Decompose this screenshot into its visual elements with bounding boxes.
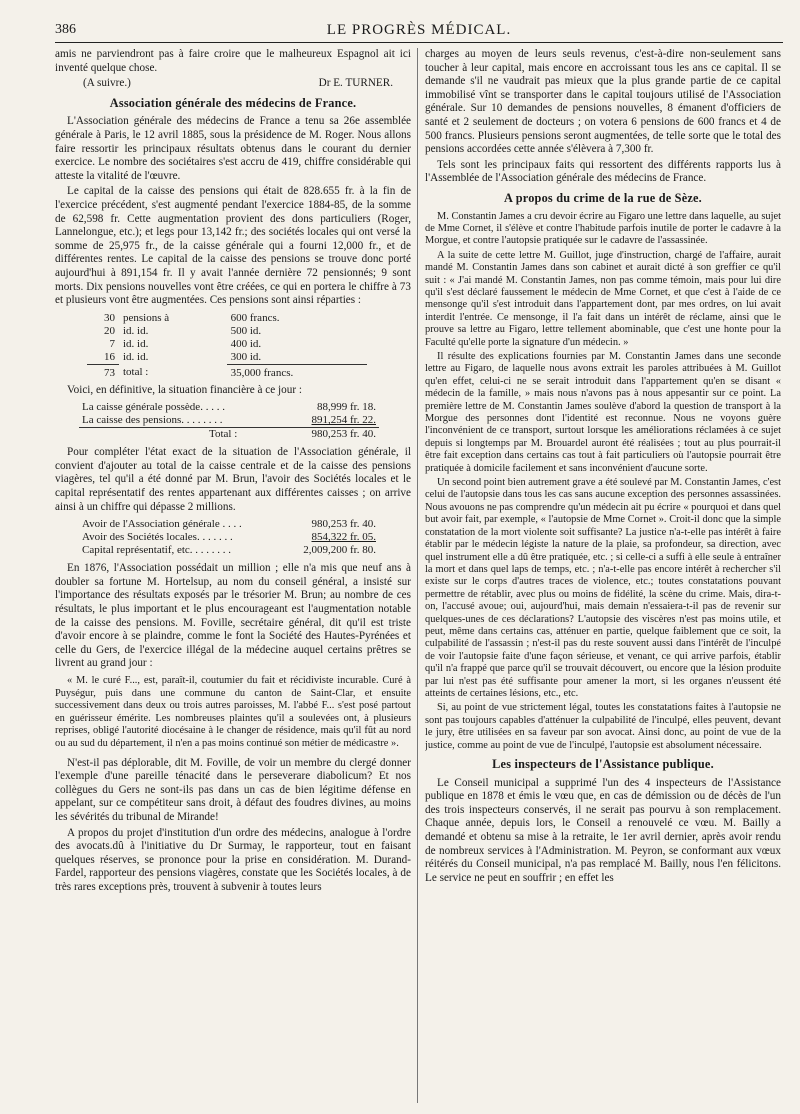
page-number: 386 bbox=[55, 22, 76, 37]
table-total-row: 73 total : 35,000 francs. bbox=[87, 364, 367, 380]
to-be-continued: (A suivre.) bbox=[83, 77, 131, 90]
capital-table bbox=[79, 518, 379, 557]
paragraph: A la suite de cette lettre M. Guillot, juge d'instruction, chargé de l'affaire, aurait mandé M. Constantin James dans son cabinet et aurait dicté à son greffier ce qu'il suit : « J'ai mandé M. Constantin James, non pas comme témoin, mais pour lui dire qu'il s'est déclaré faussement le médecin de Mme Cornet, et que c'est à l'aide de ce mensonge qu'il s'est introduit dans l'appartement dont, par mes ordres, on lui avait interdit l'entrée. Ce mensonge, il l'a fait dans un intérêt de réclame, ainsi que le prouve sa lettre au Figaro, lettre tellement abominable, que c'est une honte pour la Faculté qu'elle porte la signature d'un médecin. » bbox=[425, 249, 781, 348]
paragraph: N'est-il pas déplorable, dit M. Foville, de voir un membre du clergé donner l'exemple d'une pareille ténacité dans le perseverare diabolicum? Et nos collègues du Gers ne sont-ils pas dans un cas de bien légitime défense en appelant, sur ce compétiteur sans droit, à défaut des foudres divines, au moins les sévérités du tribunal de Mirande! bbox=[55, 756, 411, 823]
table-row: Avoir des Sociétés locales. . . . . . . 854,322 fr. 05. bbox=[82, 531, 376, 544]
paragraph: L'Association générale des médecins de France a tenu sa 26e assemblée générale à Paris, le 12 avril 1885, sous la présidence de M. Roger. Nous allons faire ressortir les principaux résultats obtenus dans le courant du dernier exercice. Le nombre des sociétaires s'est accru de 419, chiffre considérable qui atteste la vitalité de l'œuvre. bbox=[55, 115, 411, 182]
article-signature bbox=[55, 77, 411, 91]
page-header bbox=[55, 22, 783, 43]
quote-text: « M. le curé F..., est, paraît-il, coutumier du fait et récidiviste incurable. Curé à Puységur, puis dans une commune du canton de Saint-Clar, et ensuite successivement dans deux ou trois autres paroisses, M. l'abbé F... s'est posé partout en guérisseur émérite. Les nombreuses plaintes qu'il a soulevées ont, à plusieurs reprises, obligé l'autorité diocésaine à le changer de résidence, mais qu'il fût au nord ou au sud du département, il n'en a pas moins continué son métier de médicastre ». bbox=[55, 675, 411, 749]
block-quote bbox=[55, 675, 411, 751]
paragraph: A propos du projet d'institution d'un ordre des médecins, analogue à l'ordre des avocats.dû à l'initiative du Dr Surmay, le rapporteur, tout en faisant quelques réserves, se prononce pour la prise en considération. M. Durand-Fardel, rapporteur des pensions viagères, constate que les Sociétés locales, à de très rares exceptions près, trouvent à subvenir à toutes leurs bbox=[55, 826, 411, 893]
paragraph: Il résulte des explications fournies par M. Constantin James dans une seconde lettre au Figaro, de laquelle nous avons extrait les paroles attribuées à M. Guillot qu'en effet, celui-ci ne se serait introduit dans l'appartement qu'en se disant « médecin de la famille, » mais nous n'avons pas à nous appesantir sur ce point. La première lettre de M. Constantin James soulève d'abord la question de transport à la Morgue des personnes dont l'identité est reconnue. Nous ne voyons guère l'inconvénient de ce transport, surtout lorsque les améliorations réclamées à ce sujet depuis si longtemps par M. Brouardel auront été réalisées ; tout au plus pourrait-il être fait exception dans certains cas tout à fait particuliers où l'autopsie pourrait être pratiquée à domicile facilement et sans inconvénient d'aucune sorte. bbox=[425, 351, 781, 474]
paragraph: Le capital de la caisse des pensions qui était de 828.655 fr. à la fin de l'exercice précédent, s'est augmenté pendant l'exercice 1884-85, de la somme de 62,598 fr. Cette augmentation provient des dons particuliers (Roger, Lannelongue, etc.); et legs pour 13,142 fr.; des sociétés locales qui ont versé la somme de 25,975 fr., de la caisse générale qui a fourni 12,000 fr., et de différentes rentes. Le capital de la caisse des pensions se trouve donc porté aujourd'hui à 891,154 fr. Il y avait l'année dernière 72 pensionnés; 9 sont morts. Dix pensions nouvelles vont être créées, ce qui en portera le chiffre à 73 et plusieurs vont être augmentées. Ces pensions sont ainsi réparties : bbox=[55, 185, 411, 307]
paragraph: Tels sont les principaux faits qui ressortent des différents rapports lus à l'Assemblée de l'Association générale des médecins de France. bbox=[425, 158, 781, 185]
paragraph: En 1876, l'Association possédait un million ; elle n'a mis que neuf ans à doubler sa fortune M. Hortelsup, au nom du conseil général, a insisté sur l'importance des résultats exposés par le trésorier M. Brun; au nombre de ces résultats, le plus important et le plus encourageant est l'augmentation notable de la caisse des pensions. M. Foville, secrétaire général, dit qu'il est triste d'avoir encore à se plaindre, comme le font la Société des Hautes-Pyrénées et celle du Gers, de l'exercice illégal de la médecine auquel certains prêtres se livrent au grand jour : bbox=[55, 562, 411, 670]
section-title-association: Association générale des médecins de France. bbox=[109, 95, 357, 110]
column-divider bbox=[417, 48, 418, 1103]
paragraph: Si, au point de vue strictement légal, toutes les constatations faites à l'autopsie ne sont pas toujours capables d'atténuer la culpabilité de l'inculpé, elles peuvent, devant le jury, être utilisées en sa faveur par son avocat. Ainsi donc, au point de vue de la justice, comme au point de vue de l'inculpé, l'autopsie est absolument nécessaire. bbox=[425, 702, 781, 751]
table-row: 16 id. id. 300 id. bbox=[104, 350, 262, 363]
article-rue-de-seze bbox=[425, 211, 781, 752]
paragraph: Le Conseil municipal a supprimé l'un des 4 inspecteurs de l'Assistance publique en 1878 et émis le vœu que, en cas de démission ou de décès de l'un des trois inspecteurs conservés, il ne serait pas pourvu à son remplacement. Chaque année, depuis lors, le Conseil a renouvelé ce vœu. M. Bailly a demandé et obtenu sa mise à la retraite, le 1er avril dernier, après avoir rendu de nombreux services à l'Administration. M. Peyron, se conformant aux vœux réitérés du Conseil municipal, n'a pas remplacé M. Bailly, nous l'en félicitons. Le service ne peut en souffrir ; en effet les bbox=[425, 776, 781, 884]
section-title-inspecteurs: Les inspecteurs de l'Assistance publique. bbox=[492, 757, 714, 771]
section-title-rue-de-seze: A propos du crime de la rue de Sèze. bbox=[504, 190, 702, 205]
table-row: 20 id. id. 500 id. bbox=[104, 324, 262, 337]
journal-title: LE PROGRÈS MÉDICAL. bbox=[326, 22, 512, 38]
paragraph: Voici, en définitive, la situation financière à ce jour : bbox=[67, 383, 302, 396]
table-row: La caisse générale possède. . . . . 88,999 fr. 18. bbox=[82, 401, 376, 414]
situation-table bbox=[79, 401, 379, 441]
paragraph: M. Constantin James a cru devoir écrire au Figaro une lettre dans laquelle, au sujet de Mme Cornet, il s'élève et contre l'habitude parfois inutile de porter le cadavre à la Morgue, et contre l'autopsie pratiquée sur le cadavre de l'assassinée. bbox=[425, 210, 781, 247]
left-column bbox=[55, 48, 411, 1103]
table-total-row: Total : 980,253 fr. 40. bbox=[79, 428, 379, 442]
paragraph: charges au moyen de leurs seuls revenus, c'est-à-dire non-seulement sans toucher à leur capital, mais encore en accroissant tous les ans ce capital. Il se demande s'il ne vaudrait pas mieux que la plus grande partie de ce capital immobilisé vînt se transporter dans le capital toujours utilisé de l'Association générale. Sur 10 demandes de pensions nouvelles, 8 émanent d'officiers de santé et 2 seulement de docteurs ; on votera 6 pensions de 600 francs et 4 de 500 francs. Plusieurs pensions seront augmentées, de telle sorte que le total des pensions accordées cette année s'élèvera à 7,300 fr. bbox=[425, 48, 781, 156]
paragraph: Pour compléter l'état exact de la situation de l'Association générale, il convient d'ajouter au total de la caisse centrale et de la caisse des pensions viagères, tel qu'il a été donné par M. Brun, l'avoir des Sociétés locales et le capital représentatif des rentes appartenant aux différentes caisses ; on arrive ainsi à un chiffre qui dépasse 2 millions. bbox=[55, 446, 411, 513]
table-row: 30 pensions à 600 francs. bbox=[104, 311, 280, 324]
paragraph: Un second point bien autrement grave a été soulevé par M. Constantin James, c'est celui de l'autopsie dans tous les cas sans aucune exception des personnes assassinées. Nous avouons ne pas comprendre qu'un médecin ait pu écrire « pourquoi et dans quel but avoir fait, par exemple, « l'autopsie de Mme Cornet ». Croit-il donc que la simple constatation de la mort violente soit suffisante? La justice n'a-t-elle pas intérêt à faire établir par le médecin légiste la nature de la plaie, sa profondeur, sa direction, avec quel instrument elle a dû être pratiquée, etc. ; si celle-ci a suffi à elle seule à entraîner la mort et dans quel laps de temps, etc. ; n'a-t-elle pas encore intérêt à rechercher s'il existe sur le corps d'autres traces de violence, etc.; toutes constatations pouvant permettre de rétablir, avec plus ou moins de fidélité, la scène du crime. Mais, dira-t-on, l'accusé avoue; oui, aujourd'hui, mais demain n'essaiera-t-il pas de revenir sur quelques-unes de ces déclarations? L'autopsie des viscères n'est pas moins utile, et peut, même dans certains cas, atténuer en partie, quelque faiblement que ce soit, la culpabilité de l'assassin ; n'est-il pas du reste souvent aussi dans l'intérêt de l'inculpé de voir l'autopsie faite d'une façon sérieuse, et venant, ce qui arrive parfois, établir qu'il n'a frappé que parce qu'il se trouvait découvert, ou encore que la lésion produite par lui n'est pas été suffisante pour amener la mort, si les organes n'eussent été atteints de certaines lésions, etc., etc. bbox=[425, 477, 781, 699]
pensions-table bbox=[87, 312, 367, 380]
intro-text: amis ne parviendront pas à faire croire que le malheureux Espagnol ait ici inventé quelque chose. bbox=[55, 48, 411, 74]
table-row: La caisse des pensions. . . . . . . . 891,254 fr. 22. bbox=[82, 414, 376, 427]
table-row: 7 id. id. 400 id. bbox=[109, 337, 262, 350]
right-column bbox=[425, 48, 781, 1103]
table-total-row: Capital représentatif, etc. . . . . . . . 2,009,200 fr. 80. bbox=[82, 544, 376, 557]
table-row: Avoir de l'Association générale . . . . 980,253 fr. 40. bbox=[82, 518, 376, 531]
author-name: Dr E. TURNER. bbox=[318, 77, 393, 90]
